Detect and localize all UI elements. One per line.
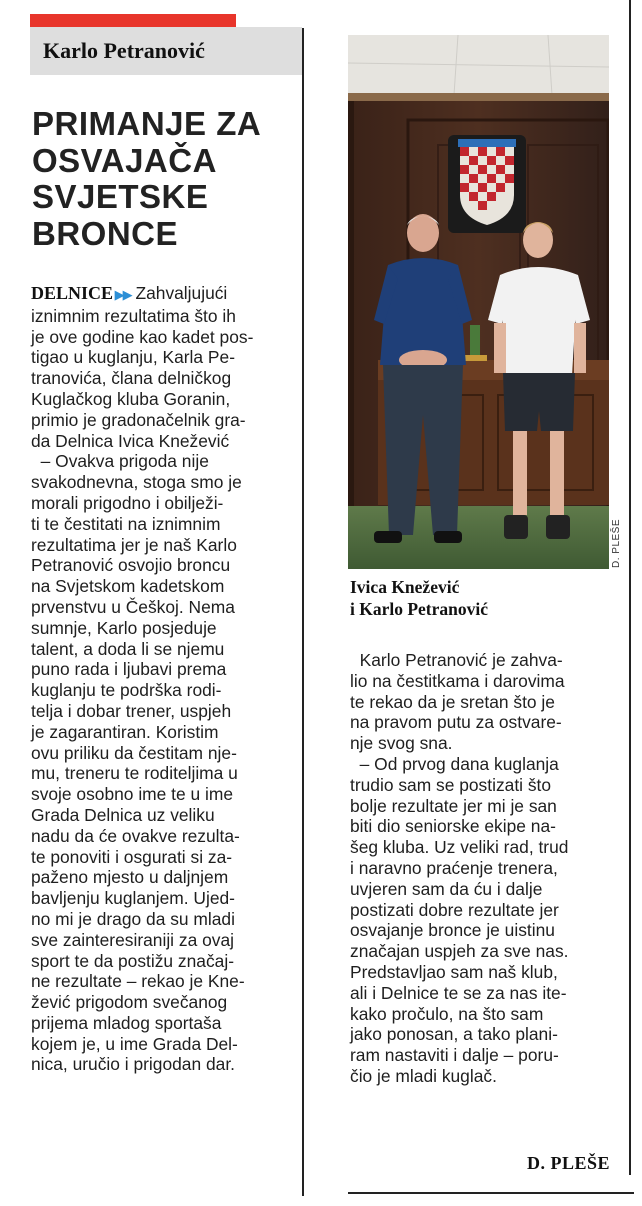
body-line: trudio sam se postizati što [350, 774, 552, 795]
body-line: puno rada i ljubavi prema [31, 659, 227, 680]
photo-image [348, 35, 609, 569]
body-line: kako pročulo, na što sam [350, 1003, 544, 1024]
headline-line: PRIMANJE ZA [32, 105, 262, 142]
article-body-left [31, 283, 301, 1075]
body-line: kuglanju te podrška rodi- [31, 680, 222, 701]
body-line: je zagarantiran. Koristim [31, 721, 219, 742]
headline-line: SVJETSKE [32, 178, 209, 215]
body-line-text: Zahvaljujući [130, 283, 228, 303]
body-line: biti dio seniorske ekipe na- [350, 816, 556, 837]
body-line: sumnje, Karlo posjeduje [31, 617, 217, 638]
author-tag: Karlo Petranović [30, 27, 302, 75]
body-line: osvajanje bronce je uistinu [350, 920, 555, 941]
headline-line: OSVAJAČA [32, 141, 217, 179]
body-line: uvjeren sam da ću i dalje [350, 878, 543, 899]
caption-line: i Karlo Petranović [350, 599, 489, 620]
body-line: ram nastaviti i dalje – poru- [350, 1045, 559, 1066]
author-signature: D. PLEŠE [526, 1153, 610, 1173]
headline-line: BRONCE [32, 214, 179, 252]
body-line: primio je gradonačelnik gra- [31, 409, 246, 430]
body-line: prvenstvu u Češkoj. Nema [31, 596, 235, 617]
body-line: na pravom putu za ostvare- [350, 712, 562, 733]
body-line: svakodnevna, stoga smo je [31, 472, 242, 493]
body-line: je ove godine kao kadet pos- [31, 326, 254, 347]
body-line: Petranović osvojio broncu [31, 555, 231, 576]
body-line: postizati dobre rezultate jer [350, 899, 559, 920]
headline [32, 106, 302, 252]
body-line: ovu priliku da čestitam nje- [31, 742, 237, 763]
body-line: da Delnica Ivica Knežević [31, 430, 230, 451]
body-line: lio na čestitkama i darovima [350, 670, 565, 691]
body-line: rezultatima jer je naš Karlo [31, 534, 237, 555]
body-line: talent, a doda li se njemu [31, 638, 225, 659]
body-line: no mi je drago da su mladi [31, 908, 235, 929]
body-line: te rekao da je sretan što je [350, 691, 555, 712]
article-photo [348, 35, 609, 569]
body-line: – Ovakva prigoda nije [31, 451, 209, 472]
article-body-right [350, 650, 612, 1087]
body-line: Kuglačkog kluba Goranin, [31, 388, 231, 409]
body-line: Grada Delnica uz veliku [31, 804, 215, 825]
body-line: sport te da postižu značaj- [31, 950, 234, 971]
body-line: bolje rezultate jer mi je san [350, 795, 557, 816]
body-line: iznimnim rezultatima što ih [31, 305, 236, 326]
section-accent-bar [30, 14, 236, 27]
bottom-rule [348, 1192, 634, 1194]
body-line: nica, uručio i prigodan dar. [31, 1054, 235, 1075]
body-line: šeg kluba. Uz veliki rad, trud [350, 837, 569, 858]
body-line: značajan uspjeh za sve nas. [350, 941, 569, 962]
body-line: telja i dobar trener, uspjeh [31, 700, 232, 721]
body-line: nje svog sna. [350, 733, 453, 754]
body-line: tranovića, člana delničkog [31, 368, 232, 389]
double-arrow-icon: ▶▶ [113, 287, 131, 302]
photo-caption [350, 576, 600, 621]
column-divider [302, 28, 304, 1196]
body-line: žević prigodom svečanog [31, 992, 228, 1013]
body-line: te ponoviti i osgurati si za- [31, 846, 233, 867]
body-line: Predstavljao sam naš klub, [350, 961, 558, 982]
body-line: nadu da će ovakve rezulta- [31, 825, 240, 846]
body-line: bavljenju kuglanjem. Ujed- [31, 888, 235, 909]
page-edge-rule [629, 0, 631, 1175]
body-line: svoje osobno ime te u ime [31, 784, 234, 805]
body-line: kojem je, u ime Grada Del- [31, 1033, 238, 1054]
body-line: ali i Delnice te se za nas ite- [350, 982, 567, 1003]
body-line: morali prigodno i obilježi- [31, 492, 224, 513]
body-line: čio je mladi kuglač. [350, 1065, 497, 1086]
body-line: paženo mjesto u daljnjem [31, 867, 229, 888]
body-line: tigao u kuglanju, Karla Pe- [31, 347, 235, 368]
body-line: jako ponosan, a tako plani- [350, 1024, 558, 1045]
photo-credit: D. PLEŠE [611, 518, 622, 568]
caption-line: Ivica Knežević [350, 577, 460, 597]
body-line: – Od prvog dana kuglanja [350, 753, 559, 774]
body-line [31, 283, 301, 306]
body-line: na Svjetskom kadetskom [31, 576, 225, 597]
body-line: prijema mladog sportaša [31, 1012, 222, 1033]
body-line: ti te čestitati na iznimnim [31, 513, 221, 534]
body-line: mu, treneru te roditeljima u [31, 763, 238, 784]
body-line: ne rezultate – rekao je Kne- [31, 971, 245, 992]
body-line: i naravno praćenje trenera, [350, 857, 558, 878]
body-line: Karlo Petranović je zahva- [350, 650, 563, 670]
body-line: sve zainteresiraniji za ovaj [31, 929, 234, 950]
dateline: DELNICE [31, 283, 114, 303]
